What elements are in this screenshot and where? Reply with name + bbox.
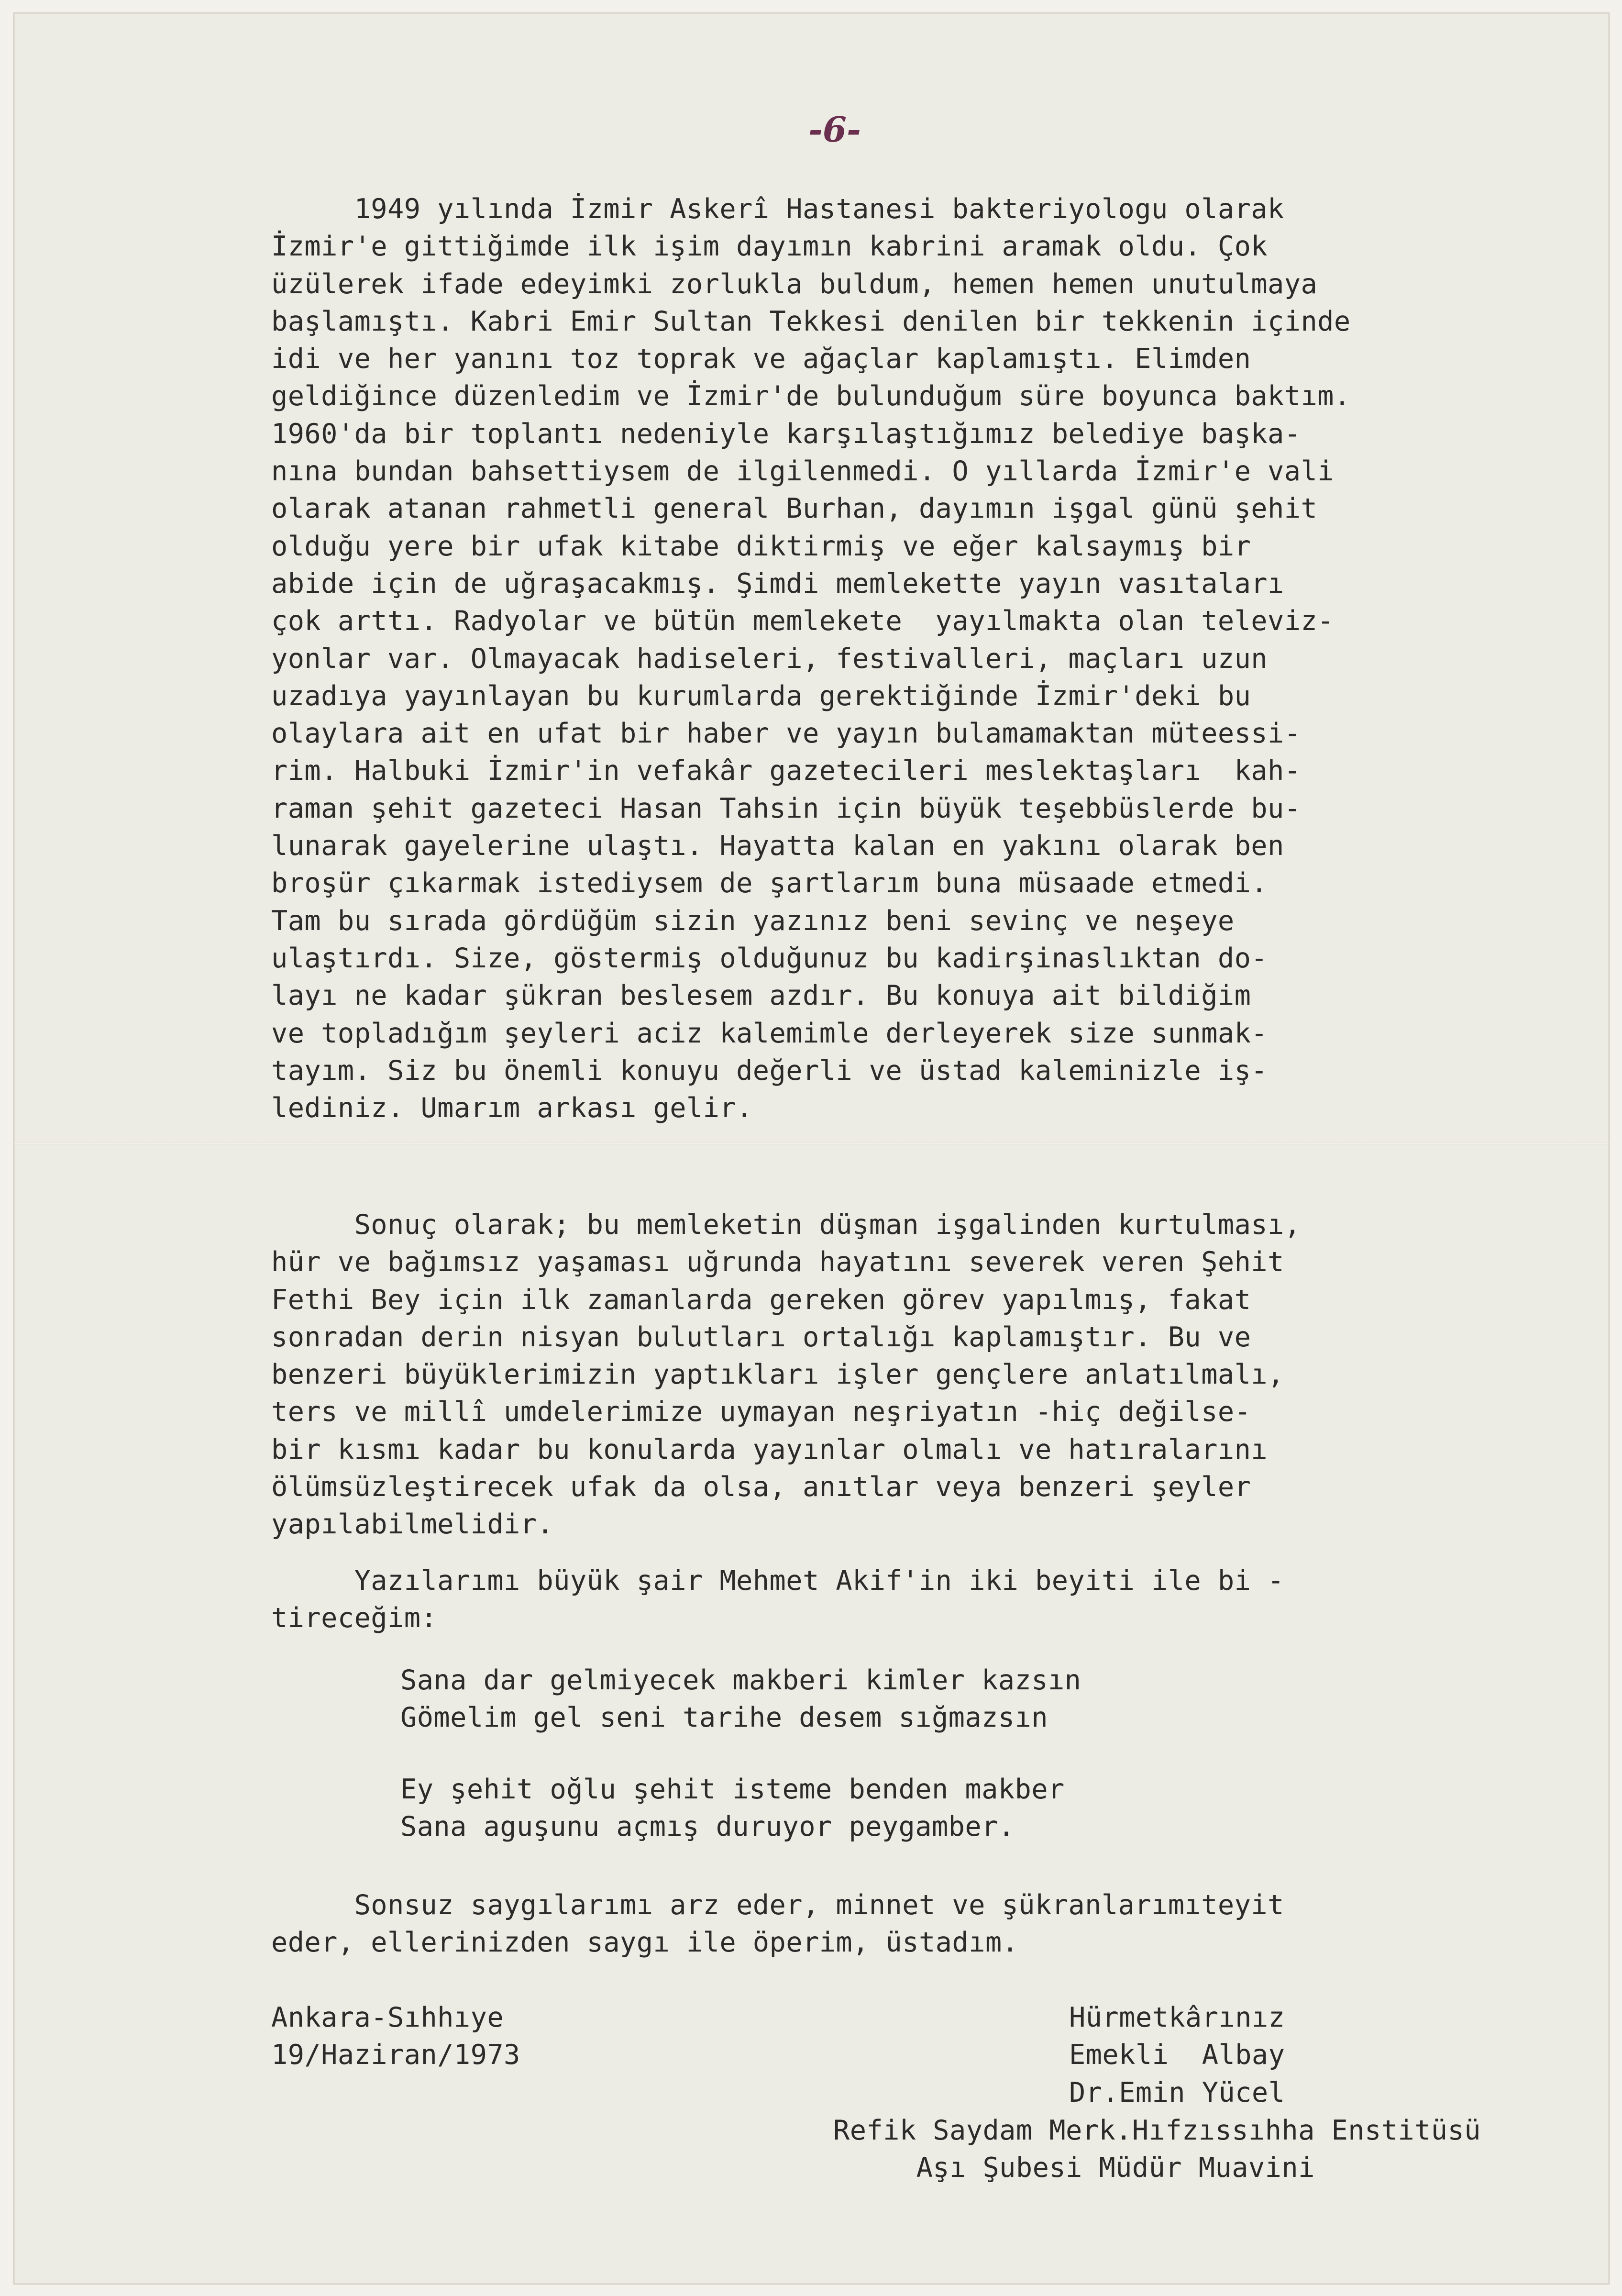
text-line: lunarak gayelerine ulaştı. Hayatta kalan en yakını olarak ben: [271, 830, 1284, 862]
text-line: broşür çıkarmak istediysem de şartlarım buna müsaade etmedi.: [271, 867, 1268, 899]
text-line: yonlar var. Olmayacak hadiseleri, festivalleri, maçları uzun: [271, 643, 1268, 675]
verse-line: Gömelim gel seni tarihe desem sığmazsın: [400, 1702, 1048, 1734]
paragraph-1: [271, 190, 1351, 1127]
text-line: Sonsuz saygılarımı arz eder, minnet ve şükranlarımıteyit: [271, 1889, 1284, 1921]
place-date: [271, 1999, 520, 2074]
signature-line: Hürmetkârınız: [1069, 2002, 1285, 2033]
text-line: sonradan derin nisyan bulutları ortalığı kaplamıştır. Bu ve: [271, 1321, 1251, 1353]
text-line: geldiğince düzenledim ve İzmir'de bulunduğum süre boyunca baktım.: [271, 380, 1351, 412]
text-line: layı ne kadar şükran beslesem azdır. Bu konuya ait bildiğim: [271, 980, 1251, 1012]
text-line: 1949 yılında İzmir Askerî Hastanesi bakteriyologu olarak: [271, 193, 1284, 225]
place-date-line: Ankara-Sıhhıye: [271, 2002, 504, 2033]
text-line: lediniz. Umarım arkası gelir.: [271, 1092, 753, 1124]
institution-block: [833, 2111, 1481, 2186]
text-line: olduğu yere bir ufak kitabe diktirmiş ve eğer kalsaymış bir: [271, 530, 1251, 562]
page-number: -6-: [808, 109, 861, 150]
paper-fold: [14, 1142, 1609, 1144]
text-line: tayım. Siz bu önemli konuyu değerli ve üstad kaleminizle iş-: [271, 1054, 1268, 1087]
institution-line: Refik Saydam Merk.Hıfzıssıhha Enstitüsü: [833, 2115, 1481, 2146]
text-line: ulaştırdı. Size, göstermiş olduğunuz bu kadirşinaslıktan do-: [271, 942, 1268, 974]
text-line: Tam bu sırada gördüğüm sizin yazınız beni sevinç ve neşeye: [271, 905, 1235, 937]
verse-line: Sana dar gelmiyecek makberi kimler kazsın: [400, 1664, 1081, 1696]
text-line: çok arttı. Radyolar ve bütün memlekete yayılmakta olan televiz-: [271, 605, 1334, 637]
text-line: ters ve millî umdelerimize uymayan neşriyatın -hiç değilse-: [271, 1396, 1251, 1428]
text-line: olarak atanan rahmetli general Burhan, dayımın işgal günü şehit: [271, 493, 1318, 525]
institution-line: Aşı Şubesi Müdür Muavini: [833, 2152, 1315, 2184]
signature-block: [1069, 1999, 1285, 2111]
text-line: ve topladığım şeyleri aciz kalemimle derleyerek size sunmak-: [271, 1017, 1268, 1049]
paragraph-3: [271, 1562, 1284, 1637]
text-line: hür ve bağımsız yaşaması uğrunda hayatını severek veren Şehit: [271, 1246, 1284, 1278]
text-line: olaylara ait en ufat bir haber ve yayın bulamamaktan müteessi-: [271, 718, 1301, 750]
paragraph-2: [271, 1206, 1301, 1543]
verse-line: Sana aguşunu açmış duruyor peygamber.: [400, 1811, 1015, 1843]
verse-couplet-2: [400, 1771, 1065, 1846]
text-line: raman şehit gazeteci Hasan Tahsin için büyük teşebbüslerde bu-: [271, 792, 1301, 824]
closing-paragraph: [271, 1886, 1284, 1962]
text-line: Sonuç olarak; bu memleketin düşman işgalinden kurtulması,: [271, 1209, 1301, 1241]
text-line: yapılabilmelidir.: [271, 1508, 554, 1541]
text-line: nına bundan bahsettiysem de ilgilenmedi. O yıllarda İzmir'e vali: [271, 455, 1334, 488]
place-date-line: 19/Haziran/1973: [271, 2039, 520, 2071]
text-line: Yazılarımı büyük şair Mehmet Akif'in iki beyiti ile bi -: [271, 1565, 1284, 1597]
text-line: abide için de uğraşacakmış. Şimdi memlekette yayın vasıtaları: [271, 567, 1284, 599]
text-line: İzmir'e gittiğimde ilk işim dayımın kabrini aramak oldu. Çok: [271, 231, 1268, 263]
verse-couplet-1: [400, 1662, 1081, 1737]
text-line: bir kısmı kadar bu konularda yayınlar olmalı ve hatıralarını: [271, 1433, 1268, 1465]
text-line: ölümsüzleştirecek ufak da olsa, anıtlar veya benzeri şeyler: [271, 1471, 1251, 1503]
text-line: üzülerek ifade edeyimki zorlukla buldum, hemen hemen unutulmaya: [271, 268, 1318, 300]
verse-line: Ey şehit oğlu şehit isteme benden makber: [400, 1774, 1065, 1805]
signature-line: Dr.Emin Yücel: [1069, 2076, 1285, 2108]
text-line: eder, ellerinizden saygı ile öperim, üstadım.: [271, 1927, 1019, 1959]
text-line: uzadıya yayınlayan bu kurumlarda gerektiğinde İzmir'deki bu: [271, 680, 1251, 712]
text-line: tireceğim:: [271, 1602, 438, 1634]
text-line: başlamıştı. Kabri Emir Sultan Tekkesi denilen bir tekkenin içinde: [271, 305, 1351, 337]
letter-page: [13, 12, 1610, 2285]
signature-line: Emekli Albay: [1069, 2039, 1285, 2071]
text-line: benzeri büyüklerimizin yaptıkları işler gençlere anlatılmalı,: [271, 1359, 1284, 1391]
text-line: Fethi Bey için ilk zamanlarda gereken görev yapılmış, fakat: [271, 1284, 1251, 1316]
text-line: 1960'da bir toplantı nedeniyle karşılaştığımız belediye başka-: [271, 418, 1301, 450]
text-line: idi ve her yanını toz toprak ve ağaçlar kaplamıştı. Elimden: [271, 343, 1251, 375]
text-line: rim. Halbuki İzmir'in vefakâr gazetecileri meslektaşları kah-: [271, 755, 1301, 787]
